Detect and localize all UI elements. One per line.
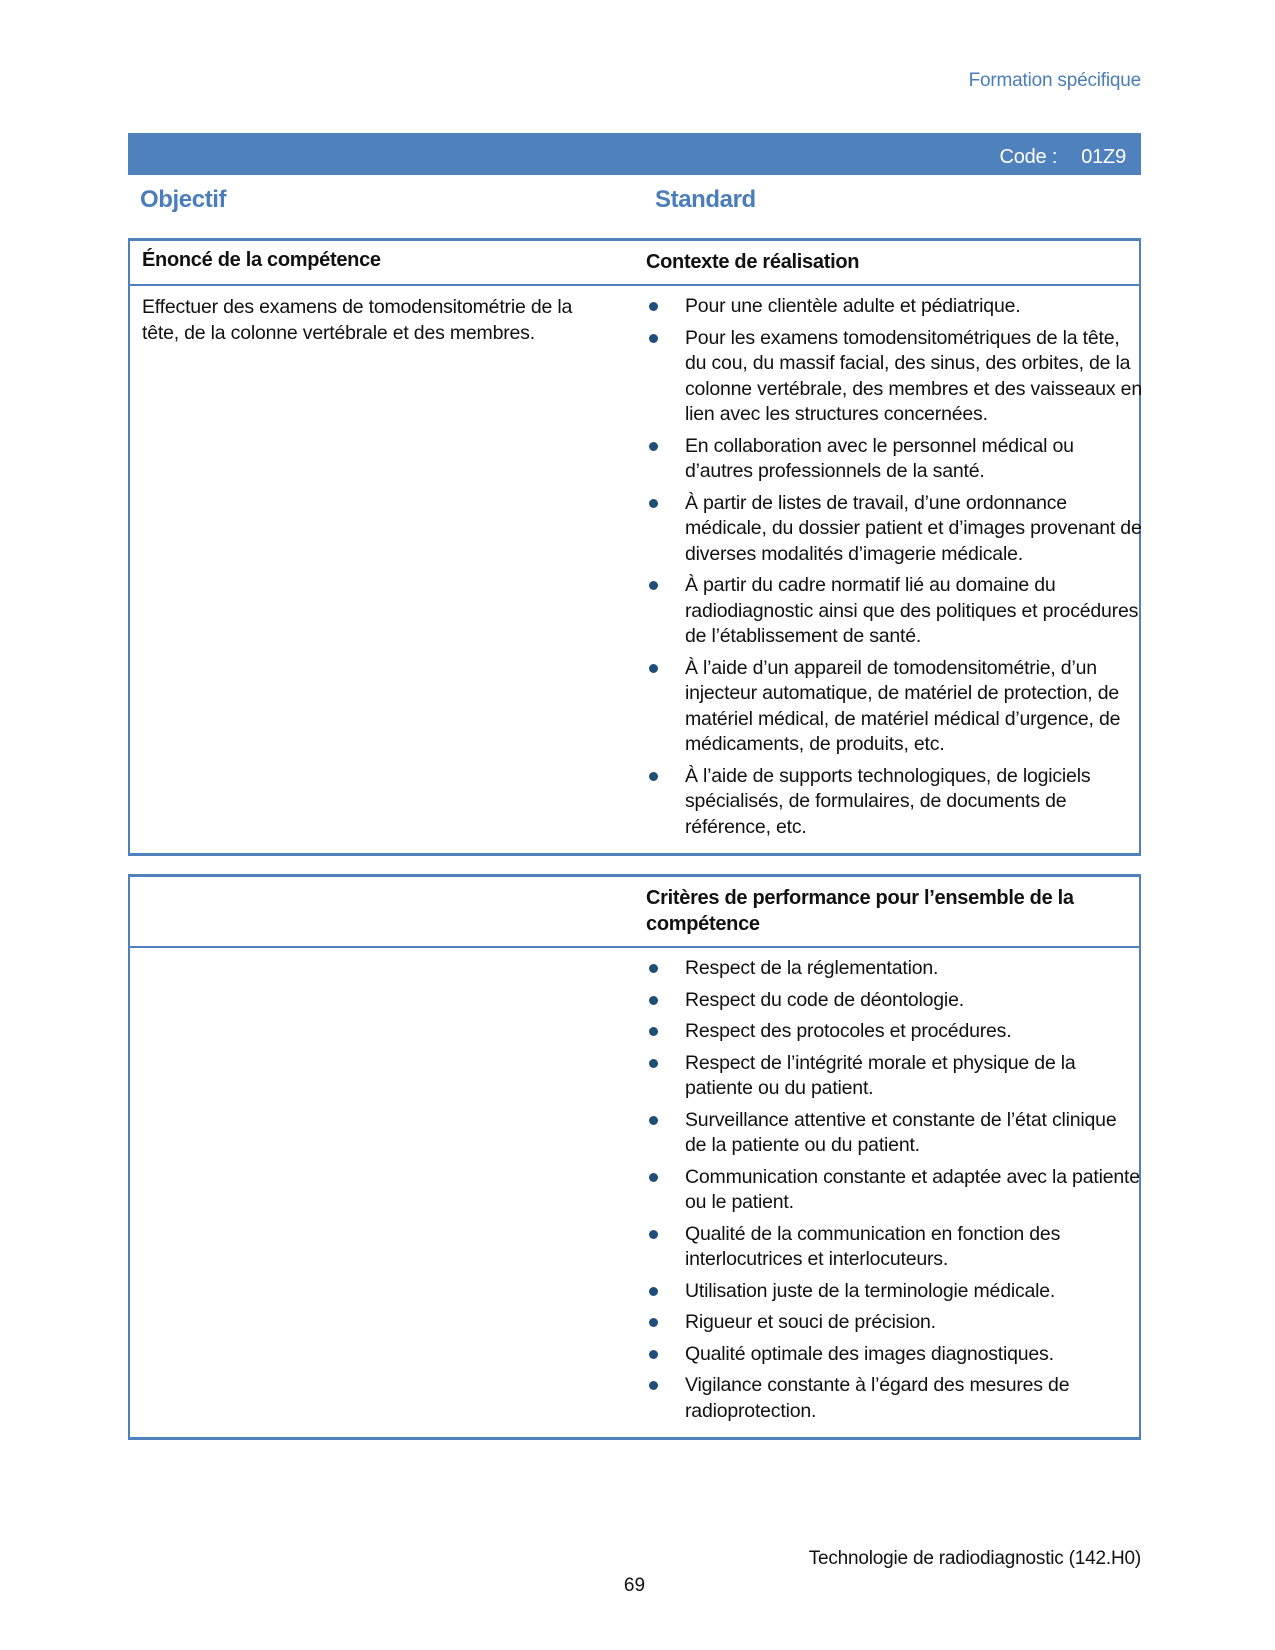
table-criteres bbox=[128, 874, 1141, 1440]
bullet-icon bbox=[649, 334, 658, 343]
criteres-empty-cell bbox=[130, 954, 613, 1424]
list-item-text: À partir du cadre normatif lié au domaine du radiodiagnostic ainsi que des politiques et procédures de l’établissement de santé. bbox=[685, 574, 1139, 647]
list-item-text: Respect du code de déontologie. bbox=[685, 988, 964, 1011]
heading-objectif: Objectif bbox=[140, 186, 227, 213]
list-item bbox=[646, 434, 1142, 485]
bullet-icon bbox=[649, 302, 658, 311]
contexte-list-cell bbox=[613, 292, 1142, 840]
bullet-icon bbox=[649, 442, 658, 451]
list-item-text: En collaboration avec le personnel médical ou d’autres professionnels de la santé. bbox=[685, 434, 1074, 482]
list-item-text: Qualité optimale des images diagnostiques. bbox=[685, 1342, 1054, 1365]
bullet-icon bbox=[649, 1173, 658, 1182]
list-item bbox=[646, 1310, 1142, 1336]
enonce-text: Effectuer des examens de tomodensitométrie de la tête, de la colonne vertébrale et des membres. bbox=[142, 296, 573, 344]
criteres-list-cell bbox=[613, 954, 1142, 1424]
list-item-text: Communication constante et adaptée avec la patiente ou le patient. bbox=[685, 1165, 1140, 1213]
bullet-icon bbox=[649, 1318, 658, 1327]
header-enonce: Énoncé de la compétence bbox=[142, 249, 381, 271]
header-contexte bbox=[613, 249, 1139, 275]
contexte-bullet-list bbox=[646, 292, 1142, 840]
list-item bbox=[646, 491, 1142, 568]
bullet-icon bbox=[649, 1059, 658, 1068]
bullet-icon bbox=[649, 1027, 658, 1036]
table-criteres-body bbox=[130, 948, 1139, 1437]
list-item bbox=[646, 1165, 1142, 1216]
bullet-icon bbox=[649, 664, 658, 673]
bullet-icon bbox=[649, 1287, 658, 1296]
list-item bbox=[646, 1373, 1142, 1424]
list-item bbox=[646, 1108, 1142, 1159]
list-item bbox=[646, 1019, 1142, 1045]
header-empty-cell bbox=[130, 885, 613, 937]
list-item-text: Qualité de la communication en fonction des interlocutrices et interlocuteurs. bbox=[685, 1222, 1061, 1270]
list-item-text: À l’aide d’un appareil de tomodensitométrie, d’un injecteur automatique, de matériel de protection, de matériel médical, de matériel médical d’urgence, de médicaments, de produits, etc. bbox=[685, 656, 1121, 755]
bullet-icon bbox=[649, 581, 658, 590]
table-competence bbox=[128, 238, 1141, 856]
list-item-text: À l’aide de supports technologiques, de logiciels spécialisés, de formulaires, de documents de référence, etc. bbox=[685, 764, 1091, 838]
bullet-icon bbox=[649, 1230, 658, 1239]
list-item-text: Respect de la réglementation. bbox=[685, 957, 939, 979]
column-headings bbox=[128, 186, 1141, 214]
bullet-icon bbox=[649, 499, 658, 508]
list-item-text: Pour les examens tomodensitométriques de la tête, du cou, du massif facial, des sinus, des orbites, de la colonne vertébrale, des membres et des vaisseaux en lien avec les structures concernées. bbox=[685, 326, 1142, 425]
list-item-text: Surveillance attentive et constante de l’état clinique de la patiente ou du patient. bbox=[685, 1108, 1117, 1156]
header-contexte-text: Contexte de réalisation bbox=[646, 251, 860, 273]
bullet-icon bbox=[649, 1116, 658, 1125]
list-item bbox=[646, 1279, 1142, 1305]
criteres-bullet-list bbox=[646, 954, 1142, 1424]
list-item-text: Respect de l’intégrité morale et physique de la patiente ou du patient. bbox=[685, 1051, 1076, 1099]
list-item-text: Vigilance constante à l’égard des mesures de radioprotection. bbox=[685, 1374, 1070, 1422]
page-number: 69 bbox=[623, 1575, 646, 1596]
bullet-icon bbox=[649, 964, 658, 973]
header-criteres-text: Critères de performance pour l’ensemble de la compétence bbox=[646, 887, 1074, 935]
list-item bbox=[646, 1342, 1142, 1368]
heading-standard: Standard bbox=[655, 186, 756, 213]
list-item bbox=[646, 1222, 1142, 1273]
section-label: Formation spécifique bbox=[968, 70, 1141, 91]
code-value: 01Z9 bbox=[1081, 145, 1126, 168]
footer-program-title: Technologie de radiodiagnostic (142.H0) bbox=[808, 1548, 1141, 1569]
list-item bbox=[646, 1051, 1142, 1102]
table-criteres-header bbox=[130, 877, 1139, 948]
list-item bbox=[646, 764, 1142, 841]
bullet-icon bbox=[649, 996, 658, 1005]
bullet-icon bbox=[649, 1381, 658, 1390]
bullet-icon bbox=[649, 772, 658, 781]
page-content bbox=[128, 0, 1141, 1597]
table-competence-body bbox=[130, 286, 1142, 853]
list-item bbox=[646, 656, 1142, 758]
list-item-text: Respect des protocoles et procédures. bbox=[685, 1020, 1012, 1042]
list-item bbox=[646, 956, 1142, 982]
header-criteres bbox=[613, 885, 1139, 937]
list-item bbox=[646, 573, 1142, 650]
list-item bbox=[646, 988, 1142, 1014]
list-item bbox=[646, 294, 1142, 320]
code-bar bbox=[128, 133, 1141, 175]
list-item-text: Rigueur et souci de précision. bbox=[685, 1311, 936, 1333]
code-label: Code : bbox=[999, 145, 1058, 168]
list-item-text: Pour une clientèle adulte et pédiatrique. bbox=[685, 295, 1021, 317]
list-item-text: À partir de listes de travail, d’une ordonnance médicale, du dossier patient et d’images provenant de diverses modalités d’imagerie médicale. bbox=[685, 491, 1142, 565]
list-item-text: Utilisation juste de la terminologie médicale. bbox=[685, 1279, 1056, 1302]
list-item bbox=[646, 326, 1142, 428]
bullet-icon bbox=[649, 1350, 658, 1359]
table-competence-header bbox=[130, 241, 1139, 286]
